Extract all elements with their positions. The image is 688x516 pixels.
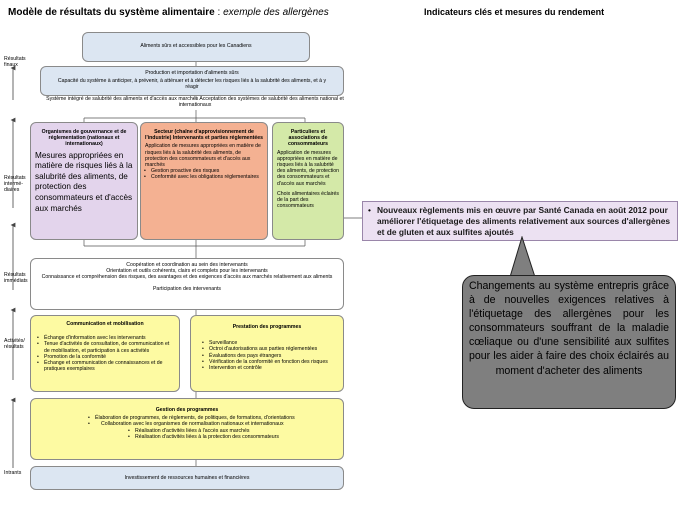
final-outcome-production-title: Production et importation d'aliments sûrs: [145, 70, 239, 76]
intermediate-sector-bullet: • Conformité avec les obligations réglementaires: [151, 174, 263, 180]
immediate-outcome-participation: Participation des intervenants: [152, 285, 222, 292]
activity-services-item: • Vérification de la conformité en fonction des risques: [209, 359, 339, 365]
intermediate-sector-title: Secteur (chaîne d'approvisionnement de l'industrie) Intervenants et parties réglementées: [145, 129, 263, 142]
activity-management-item: • Élaboration de programmes, de règlements, de politiques, de formations, d'orientations: [95, 415, 337, 421]
inputs-text: Investissement de ressources humaines et financières: [124, 475, 250, 481]
activity-management-subitem: • Réalisation d'activités liées à la protection des consommateurs: [135, 434, 337, 440]
intermediate-consumers-box: [272, 122, 344, 240]
intermediate-sector-body: Application de mesures appropriées en matière de risques liés à la salubrité des aliments, de protection des consommateurs et d'accès aux marchés: [145, 143, 261, 169]
immediate-outcome-line: Connaissance et compréhension des risques, des avantages et des exigences d'accès aux marchés relativement aux aliments: [41, 274, 333, 281]
immediate-outcome-line: Orientation et outils cohérents, clairs et complets pour les intervenants: [106, 268, 268, 275]
final-outcome-production-text: Capacité du système à anticiper, à prévenir, à atténuer et à détecter les risques liés à la salubrité des aliments, et à y réagir: [57, 78, 327, 91]
diagram-title-main: Modèle de résultats du système alimentaire: [8, 7, 215, 18]
callout-text: Changements au système entrepris grâce à de nouvelles exigences relatives à l'étiquetage des allergènes pour les consommateurs souffrant de la maladie cœliaque ou d'une sensibilité aux sulfites pour les aider à faire des choix éclairés au moment d'acheter des aliments: [469, 280, 669, 377]
indicator-box: [362, 201, 678, 241]
activity-services-item: • Surveillance: [209, 340, 339, 346]
immediate-outcomes-box: [30, 258, 344, 310]
intermediate-consumers-title: Particuliers et associations de consommateurs: [287, 129, 329, 148]
intermediate-gov-body: Mesures appropriées en matière de risques liés à la salubrité des aliments, de protection des consommateurs et d'accès aux marchés: [35, 150, 133, 213]
activity-management-box: [30, 398, 344, 460]
intermediate-gov-title: Organismes de gouvernance et de réglementation (nationaux et internationaux): [41, 129, 127, 148]
activity-management-item: • Collaboration avec les organismes de normalisation nationaux et internationaux: [95, 421, 337, 427]
intermediate-sector-bullet: • Gestion proactive des risques: [151, 168, 263, 174]
diagram-title-separator: :: [214, 7, 224, 18]
callout-box: [462, 275, 676, 409]
intermediate-consumers-body2: Choix alimentaires éclairés de la part des consommateurs: [277, 190, 339, 210]
activity-communication-item: • Promotion de la conformité: [44, 354, 175, 360]
activity-services-item: • Octroi d'autorisations aux parties réglementées: [209, 346, 339, 352]
activity-communication-item: • Tenue d'activités de consultation, de communication et de mobilisation, et participation à ces activités: [44, 341, 175, 353]
level-label-final: Résultats finaux: [4, 56, 26, 68]
activity-services-item: • Intervention et contrôle: [209, 365, 339, 371]
activity-services-box: [190, 315, 344, 392]
inputs-box: [30, 466, 344, 490]
indicator-text: Nouveaux règlements mis en œuvre par Santé Canada en août 2012 pour améliorer l'étiquetage des aliments relativement aux sources d'allergènes et de gluten et aux sulfites ajoutés: [377, 205, 671, 237]
level-label-activities: Activités/ résultats: [4, 338, 25, 350]
activity-communication-title: Communication et mobilisation: [66, 321, 144, 327]
final-outcome-safe-food-text: Aliments sûrs et accessibles pour les Canadiens: [140, 43, 252, 49]
callout-pointer: [490, 236, 550, 278]
final-outcome-production: [40, 66, 344, 96]
indicator-bullet-icon: •: [368, 205, 371, 215]
activity-communication-box: [30, 315, 180, 392]
indicators-title: Indicateurs clés et mesures du rendement: [424, 7, 605, 17]
activity-communication-item: • Échange d'information avec les intervenants: [44, 335, 175, 341]
level-label-immediate: Résultats immédiats: [4, 272, 28, 284]
final-outcome-safe-food: [82, 32, 310, 62]
activity-services-item: • Évaluations des pays étrangers: [209, 353, 339, 359]
activity-communication-item: • Échange et communication de connaissances et de pratiques exemplaires: [44, 360, 175, 372]
diagram-title-sub: exemple des allergènes: [223, 7, 329, 18]
level-label-inputs: Intrants: [4, 470, 22, 476]
level-label-intermediate: Résultats intermé- diaires: [4, 175, 26, 193]
intermediate-consumers-body1: Application de mesures appropriées en matière de risques liés à la salubrité des aliments, de protection des consommateurs et d'accès aux marchés: [277, 149, 339, 187]
immediate-outcome-line: Coopération et coordination au sein des intervenants: [126, 262, 248, 268]
activity-management-subitem: • Réalisation d'activités liées à l'accès aux marchés: [135, 428, 337, 434]
intermediate-gov-box: [30, 122, 138, 240]
activity-services-title: Prestation des programmes: [232, 324, 302, 330]
final-outcome-integrated-system: Système intégré de salubrité des aliments et d'accès aux marchés Acceptation des systèmes de salubrité des aliments national et internationaux: [46, 96, 344, 109]
activity-management-title: Gestion des programmes: [155, 407, 219, 413]
intermediate-sector-box: [140, 122, 268, 240]
